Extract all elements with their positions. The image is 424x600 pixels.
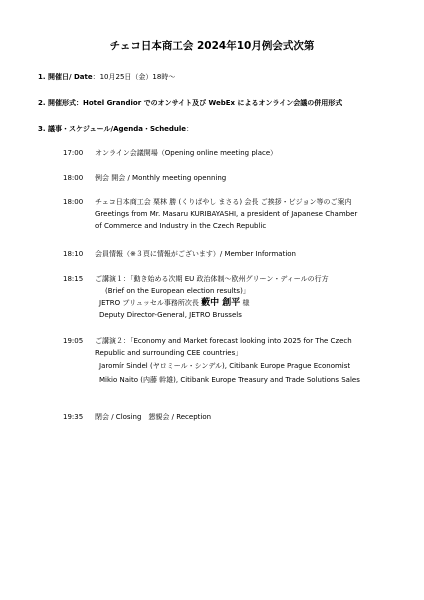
section-agenda bbox=[38, 124, 193, 134]
schedule-text: Republic and surrounding CEE countries」 bbox=[95, 349, 243, 357]
schedule-text: 会員情報（※３頁に情報がございます）/ Member Information bbox=[95, 250, 296, 258]
schedule-text: ご講演１：「動き始める次期 EU 政治体制～欧州グリーン・ディールの行方 bbox=[95, 275, 329, 283]
schedule-time: 18:00 bbox=[63, 174, 84, 182]
document-title: チェコ日本商工会 2024年10月例会式次第 bbox=[109, 40, 315, 52]
date-label: 1. 開催日/ Date bbox=[38, 73, 93, 81]
speaker-name: 藪中 創平 bbox=[201, 298, 241, 308]
schedule-text: チェコ日本商工会 栗林 勝 (くりばやし まさる) 会長 ご挨拶・ビジョン等のご案内 bbox=[95, 198, 352, 206]
format-label: 2. 開催形式：Hotel Grandior でのオンサイト及び WebEx によるオンライン会議の併用形式 bbox=[38, 99, 343, 107]
agenda-label: 3. 議事・スケジュール/Agenda・Schedule bbox=[38, 125, 187, 133]
speaker-line: Mikio Naito (内藤 幹雄), Citibank Europe Treasury and Trade Solutions Sales bbox=[99, 376, 360, 384]
speaker-title: JETRO ブリュッセル事務所次長 bbox=[99, 299, 199, 307]
schedule-time: 19:35 bbox=[63, 413, 84, 421]
speaker-honorific: 様 bbox=[242, 299, 250, 307]
schedule-text: ご講演２：「Economy and Market forecast looking into 2025 for The Czech bbox=[95, 337, 352, 345]
schedule-text: Greetings from Mr. Masaru KURIBAYASHI, a president of Japanese Chamber bbox=[95, 210, 358, 218]
schedule-text: 例会 開会 / Monthly meeting openning bbox=[95, 174, 227, 182]
section-format bbox=[38, 98, 342, 108]
schedule-text: オンライン会議開場（Opening online meeting place） bbox=[95, 149, 278, 157]
schedule-subtitle: (Brief on the European election results)」 bbox=[105, 287, 250, 295]
schedule-time: 19:05 bbox=[63, 337, 84, 345]
speaker-line: Jaromír Sindel (ヤロミール・シンデル), Citibank Europe Prague Economist bbox=[99, 362, 351, 370]
schedule-time: 18:10 bbox=[63, 250, 84, 258]
agenda-suffix: ： bbox=[186, 125, 194, 133]
date-value: ：10月25日（金）18時～ bbox=[92, 73, 176, 81]
schedule-time: 18:15 bbox=[63, 275, 84, 283]
schedule-text: 閉会 / Closing 懇親会 / Reception bbox=[95, 413, 212, 421]
schedule-time: 17:00 bbox=[63, 149, 84, 157]
schedule-text: of Commerce and Industry in the Czech Republic bbox=[95, 222, 267, 230]
section-date bbox=[38, 72, 175, 82]
schedule-time: 18:00 bbox=[63, 198, 84, 206]
speaker-role: Deputy Director-General, JETRO Brussels bbox=[99, 311, 242, 319]
